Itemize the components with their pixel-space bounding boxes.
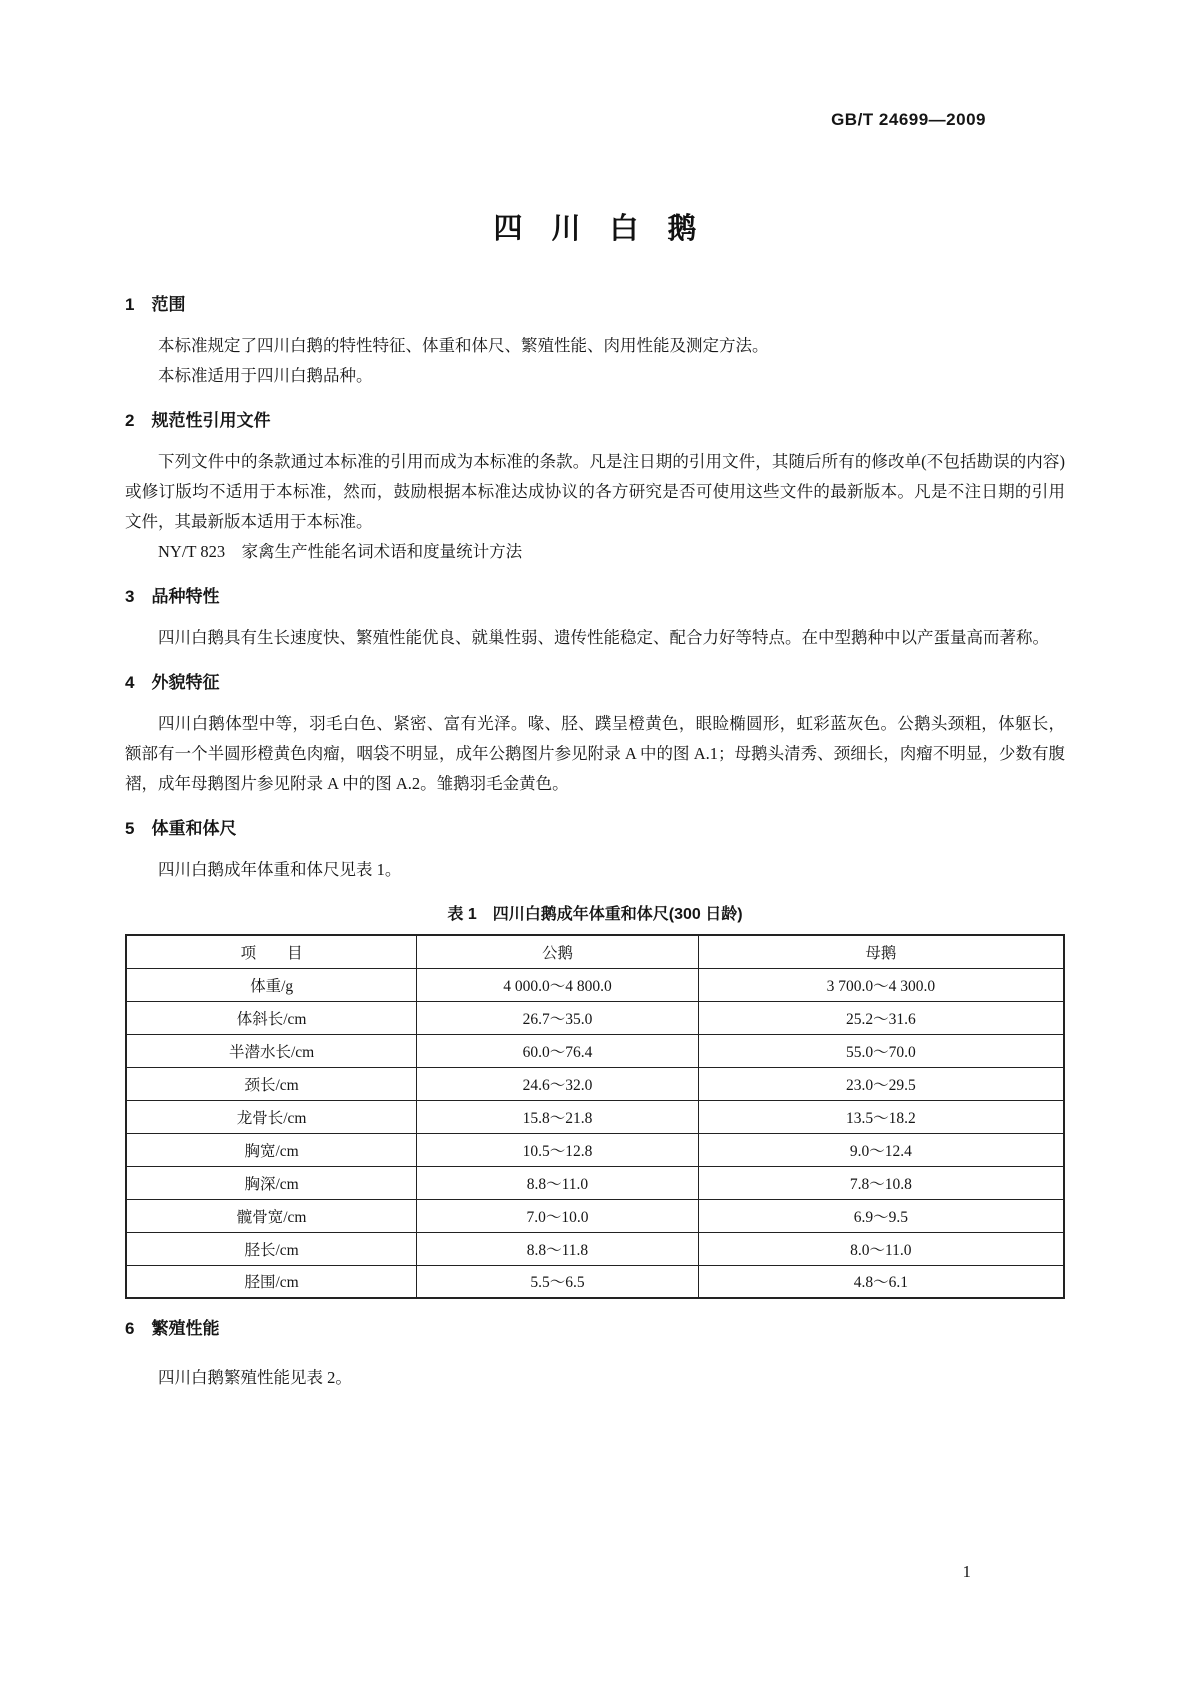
table-row bbox=[126, 1067, 1064, 1100]
page-content bbox=[125, 0, 1065, 1393]
page-number: 1 bbox=[962, 1562, 971, 1581]
cell-gander-value: 8.8～11.0 bbox=[417, 1166, 698, 1199]
paragraph: 四川白鹅具有生长速度快、繁殖性能优良、就巢性弱、遗传性能稳定、配合力好等特点。在中型鹅种中以产蛋量高而著称。 bbox=[158, 628, 1049, 647]
body-measurements-table bbox=[125, 934, 1065, 1299]
cell-goose-value: 7.8～10.8 bbox=[698, 1166, 1064, 1199]
column-header-item: 项 目 bbox=[126, 935, 417, 968]
cell-item: 龙骨长/cm bbox=[126, 1100, 417, 1133]
cell-goose-value: 23.0～29.5 bbox=[698, 1067, 1064, 1100]
cell-goose-value: 3 700.0～4 300.0 bbox=[698, 968, 1064, 1001]
paragraph: 四川白鹅体型中等，羽毛白色、紧密、富有光泽。喙、胫、蹼呈橙黄色，眼睑椭圆形，虹彩蓝灰色。公鹅头颈粗，体躯长，额部有一个半圆形橙黄色肉瘤，咽袋不明显，成年公鹅图片参见附录 A 中的图 A.1；母鹅头清秀、颈细长，肉瘤不明显，少数有腹褶，成年母鹅图片参见附录 A 中的图 A.2。雏鹅羽毛金黄色。 bbox=[125, 714, 1065, 793]
cell-goose-value: 55.0～70.0 bbox=[698, 1034, 1064, 1067]
column-header-gander: 公鹅 bbox=[417, 935, 698, 968]
table-row bbox=[126, 1001, 1064, 1034]
cell-gander-value: 26.7～35.0 bbox=[417, 1001, 698, 1034]
table-row bbox=[126, 1232, 1064, 1265]
paragraph: 四川白鹅成年体重和体尺见表 1。 bbox=[158, 860, 402, 879]
cell-gander-value: 7.0～10.0 bbox=[417, 1199, 698, 1232]
cell-item: 体重/g bbox=[126, 968, 417, 1001]
table-header-row bbox=[126, 935, 1064, 968]
cell-goose-value: 9.0～12.4 bbox=[698, 1133, 1064, 1166]
cell-goose-value: 6.9～9.5 bbox=[698, 1199, 1064, 1232]
cell-goose-value: 4.8～6.1 bbox=[698, 1265, 1064, 1298]
table-row bbox=[126, 968, 1064, 1001]
cell-gander-value: 8.8～11.8 bbox=[417, 1232, 698, 1265]
cell-item: 胸深/cm bbox=[126, 1166, 417, 1199]
cell-gander-value: 4 000.0～4 800.0 bbox=[417, 968, 698, 1001]
table-row bbox=[126, 1199, 1064, 1232]
cell-item: 胫围/cm bbox=[126, 1265, 417, 1298]
cell-gander-value: 24.6～32.0 bbox=[417, 1067, 698, 1100]
table-caption: 表 1 四川白鹅成年体重和体尺(300 日龄) bbox=[447, 906, 743, 923]
section-heading-weight-and-size: 5 体重和体尺 bbox=[125, 819, 237, 838]
table-row bbox=[126, 1265, 1064, 1298]
table-row bbox=[126, 1034, 1064, 1067]
cell-gander-value: 60.0～76.4 bbox=[417, 1034, 698, 1067]
table-row bbox=[126, 1166, 1064, 1199]
section-heading-appearance: 4 外貌特征 bbox=[125, 673, 220, 692]
section-heading-breed-characteristics: 3 品种特性 bbox=[125, 587, 220, 606]
cell-gander-value: 10.5～12.8 bbox=[417, 1133, 698, 1166]
paragraph: 下列文件中的条款通过本标准的引用而成为本标准的条款。凡是注日期的引用文件，其随后所有的修改单(不包括勘误的内容)或修订版均不适用于本标准，然而，鼓励根据本标准达成协议的各方研究是否可使用这些文件的最新版本。凡是不注日期的引用文件，其最新版本适用于本标准。 bbox=[125, 452, 1065, 531]
cell-item: 胫长/cm bbox=[126, 1232, 417, 1265]
cell-item: 胸宽/cm bbox=[126, 1133, 417, 1166]
cell-item: 体斜长/cm bbox=[126, 1001, 417, 1034]
column-header-goose: 母鹅 bbox=[698, 935, 1064, 968]
cell-gander-value: 5.5～6.5 bbox=[417, 1265, 698, 1298]
section-heading-scope: 1 范围 bbox=[125, 295, 186, 314]
cell-goose-value: 8.0～11.0 bbox=[698, 1232, 1064, 1265]
cell-item: 髋骨宽/cm bbox=[126, 1199, 417, 1232]
table-row bbox=[126, 1133, 1064, 1166]
cell-gander-value: 15.8～21.8 bbox=[417, 1100, 698, 1133]
paragraph: 本标准规定了四川白鹅的特性特征、体重和体尺、繁殖性能、肉用性能及测定方法。 bbox=[158, 336, 769, 355]
page-title: 四 川 白 鹅 bbox=[493, 213, 697, 245]
section-heading-reproductive-performance: 6 繁殖性能 bbox=[125, 1319, 220, 1338]
table-row bbox=[126, 1100, 1064, 1133]
cell-goose-value: 13.5～18.2 bbox=[698, 1100, 1064, 1133]
section-heading-normative-references: 2 规范性引用文件 bbox=[125, 411, 271, 430]
cell-item: 颈长/cm bbox=[126, 1067, 417, 1100]
standard-number: GB/T 24699—2009 bbox=[831, 110, 986, 129]
cell-goose-value: 25.2～31.6 bbox=[698, 1001, 1064, 1034]
paragraph: 四川白鹅繁殖性能见表 2。 bbox=[158, 1368, 352, 1387]
paragraph: 本标准适用于四川白鹅品种。 bbox=[158, 366, 373, 385]
paragraph: NY/T 823 家禽生产性能名词术语和度量统计方法 bbox=[158, 542, 523, 561]
cell-item: 半潜水长/cm bbox=[126, 1034, 417, 1067]
